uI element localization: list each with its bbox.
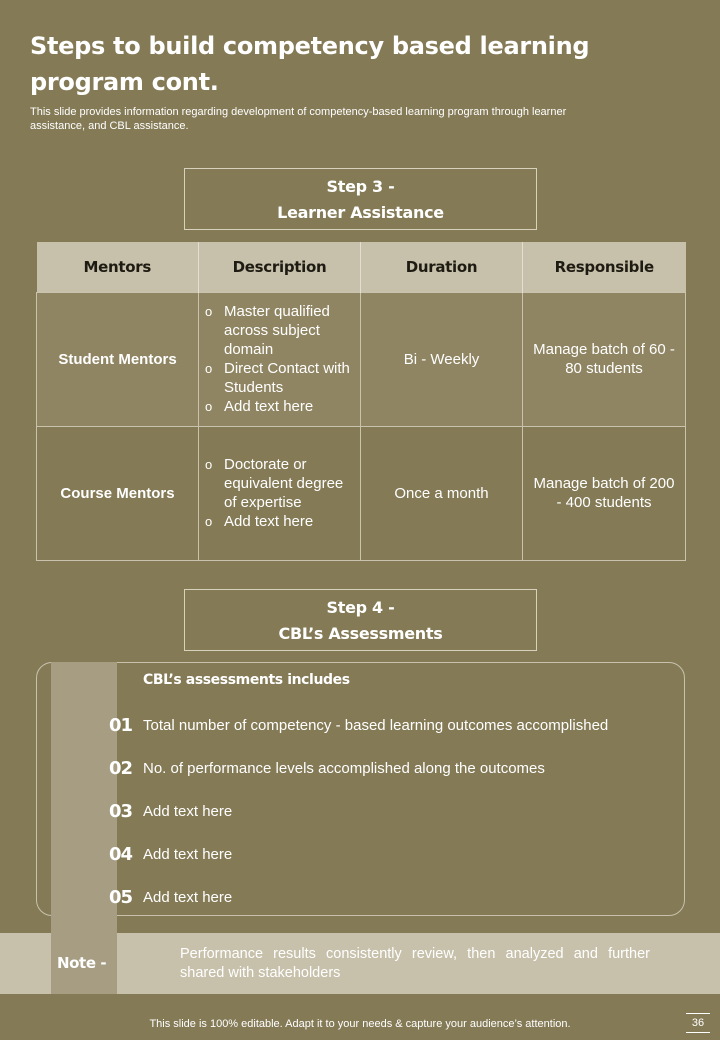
item-number: 02 — [108, 758, 132, 779]
description-bullet: o Direct Contact with Students — [205, 359, 354, 397]
mentor-description — [199, 292, 361, 426]
item-text: Add text here — [143, 846, 233, 863]
note-label: Note - — [57, 954, 107, 972]
mentor-duration: Once a month — [361, 426, 523, 560]
item-text: No. of performance levels accomplished along the outcomes — [143, 760, 545, 777]
table-row — [37, 426, 686, 560]
mentors-table — [36, 242, 686, 561]
step-4-title: CBL’s Assessments — [278, 624, 443, 643]
list-item — [0, 711, 720, 741]
page-number: 36 — [686, 1013, 710, 1033]
step-3-box — [184, 168, 537, 230]
mentor-responsible: Manage batch of 60 - 80 students — [523, 292, 686, 426]
column-header-responsible: Responsible — [523, 242, 686, 292]
list-item — [0, 883, 720, 913]
description-bullet: o Master qualified across subject domain — [205, 302, 354, 359]
step-4-box — [184, 589, 537, 651]
item-number: 04 — [108, 844, 132, 865]
item-number: 03 — [108, 801, 132, 822]
step-3-number: Step 3 - — [326, 177, 395, 196]
page-subtitle: This slide provides information regarding development of competency-based learning program through learner assistance, and CBL assistance. — [30, 106, 567, 132]
column-header-mentors: Mentors — [37, 242, 199, 292]
mentor-name: Course Mentors — [37, 426, 199, 560]
mentor-description — [199, 426, 361, 560]
description-bullet: o Add text here — [205, 397, 354, 416]
step-3-title: Learner Assistance — [277, 203, 444, 222]
list-item — [0, 754, 720, 784]
item-text: Add text here — [143, 803, 233, 820]
page-title: Steps to build competency based learning program cont. — [30, 32, 590, 96]
mentor-name: Student Mentors — [37, 292, 199, 426]
step-4-number: Step 4 - — [326, 598, 395, 617]
column-header-duration: Duration — [361, 242, 523, 292]
item-number: 01 — [108, 715, 132, 736]
item-number: 05 — [108, 887, 132, 908]
item-text: Total number of competency - based learning outcomes accomplished — [143, 717, 609, 734]
description-bullet: o Add text here — [205, 512, 354, 531]
footer-text: This slide is 100% editable. Adapt it to your needs & capture your audience’s attention. — [149, 1018, 571, 1030]
list-item — [0, 797, 720, 827]
table-row — [37, 292, 686, 426]
mentor-responsible: Manage batch of 200 - 400 students — [523, 426, 686, 560]
assessments-heading: CBL’s assessments includes — [143, 672, 350, 688]
list-item — [0, 840, 720, 870]
item-text: Add text here — [143, 889, 233, 906]
column-header-description: Description — [199, 242, 361, 292]
note-text: Performance results consistently review, then analyzed and further shared with stakeholders — [180, 946, 650, 981]
assessments-panel — [36, 662, 685, 916]
table-header-row — [37, 242, 686, 292]
description-bullet: o Doctorate or equivalent degree of expertise — [205, 455, 354, 512]
mentor-duration: Bi - Weekly — [361, 292, 523, 426]
